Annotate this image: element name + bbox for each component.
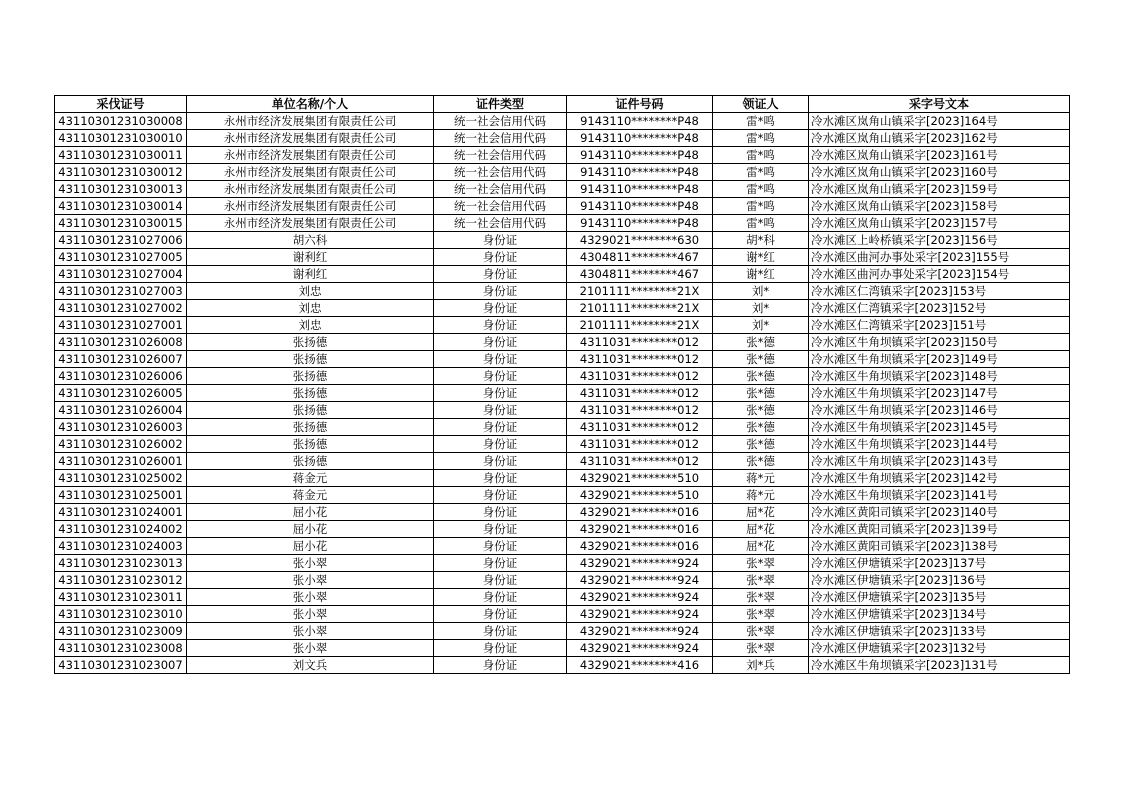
permit-no-cell: 43110301231024002 xyxy=(55,521,187,538)
id-number-cell: 4311031********012 xyxy=(567,453,713,470)
recipient-cell: 张*翠 xyxy=(713,640,809,657)
permit-text-cell: 冷水滩区伊塘镇采字[2023]135号 xyxy=(809,589,1070,606)
id-type-cell: 统一社会信用代码 xyxy=(434,215,567,232)
id-type-cell: 身份证 xyxy=(434,334,567,351)
id-type-cell: 身份证 xyxy=(434,368,567,385)
permit-no-cell: 43110301231024003 xyxy=(55,538,187,555)
permit-no-cell: 43110301231030013 xyxy=(55,181,187,198)
recipient-cell: 刘* xyxy=(713,317,809,334)
permit-no-cell: 43110301231030015 xyxy=(55,215,187,232)
unit-name-cell: 张小翠 xyxy=(187,606,434,623)
unit-name-cell: 胡六科 xyxy=(187,232,434,249)
recipient-cell: 张*德 xyxy=(713,453,809,470)
unit-name-cell: 张小翠 xyxy=(187,589,434,606)
id-number-cell: 4311031********012 xyxy=(567,334,713,351)
recipient-cell: 雷*鸣 xyxy=(713,113,809,130)
permit-text-cell: 冷水滩区黄阳司镇采字[2023]140号 xyxy=(809,504,1070,521)
recipient-cell: 屈*花 xyxy=(713,521,809,538)
table-row xyxy=(55,385,1070,402)
id-number-cell: 4329021********510 xyxy=(567,470,713,487)
id-number-cell: 9143110********P48 xyxy=(567,164,713,181)
header-permit-text: 采字号文本 xyxy=(809,96,1070,113)
permit-no-cell: 43110301231027005 xyxy=(55,249,187,266)
unit-name-cell: 张扬德 xyxy=(187,351,434,368)
permit-no-cell: 43110301231026003 xyxy=(55,419,187,436)
permit-text-cell: 冷水滩区岚角山镇采字[2023]160号 xyxy=(809,164,1070,181)
id-number-cell: 2101111********21X xyxy=(567,317,713,334)
id-type-cell: 身份证 xyxy=(434,232,567,249)
table-row xyxy=(55,300,1070,317)
recipient-cell: 胡*科 xyxy=(713,232,809,249)
permit-text-cell: 冷水滩区黄阳司镇采字[2023]138号 xyxy=(809,538,1070,555)
permit-text-cell: 冷水滩区伊塘镇采字[2023]132号 xyxy=(809,640,1070,657)
id-number-cell: 4329021********924 xyxy=(567,606,713,623)
unit-name-cell: 张扬德 xyxy=(187,368,434,385)
id-number-cell: 4329021********924 xyxy=(567,555,713,572)
permit-text-cell: 冷水滩区牛角坝镇采字[2023]143号 xyxy=(809,453,1070,470)
permit-no-cell: 43110301231030010 xyxy=(55,130,187,147)
table-row xyxy=(55,538,1070,555)
table-header-row xyxy=(55,96,1070,113)
recipient-cell: 张*德 xyxy=(713,385,809,402)
id-type-cell: 身份证 xyxy=(434,266,567,283)
id-type-cell: 身份证 xyxy=(434,521,567,538)
id-number-cell: 4304811********467 xyxy=(567,266,713,283)
table-row xyxy=(55,334,1070,351)
recipient-cell: 张*德 xyxy=(713,436,809,453)
permit-text-cell: 冷水滩区牛角坝镇采字[2023]142号 xyxy=(809,470,1070,487)
id-number-cell: 4329021********510 xyxy=(567,487,713,504)
table-row xyxy=(55,470,1070,487)
unit-name-cell: 张扬德 xyxy=(187,385,434,402)
permit-no-cell: 43110301231027001 xyxy=(55,317,187,334)
unit-name-cell: 张扬德 xyxy=(187,402,434,419)
permit-text-cell: 冷水滩区黄阳司镇采字[2023]139号 xyxy=(809,521,1070,538)
recipient-cell: 谢*红 xyxy=(713,266,809,283)
id-number-cell: 4311031********012 xyxy=(567,402,713,419)
unit-name-cell: 永州市经济发展集团有限责任公司 xyxy=(187,130,434,147)
table-row xyxy=(55,351,1070,368)
permit-no-cell: 43110301231023009 xyxy=(55,623,187,640)
id-type-cell: 身份证 xyxy=(434,572,567,589)
id-number-cell: 4329021********016 xyxy=(567,521,713,538)
recipient-cell: 雷*鸣 xyxy=(713,198,809,215)
unit-name-cell: 蒋金元 xyxy=(187,487,434,504)
id-number-cell: 4304811********467 xyxy=(567,249,713,266)
id-number-cell: 9143110********P48 xyxy=(567,181,713,198)
id-type-cell: 身份证 xyxy=(434,419,567,436)
permit-no-cell: 43110301231030014 xyxy=(55,198,187,215)
id-type-cell: 身份证 xyxy=(434,283,567,300)
id-number-cell: 4329021********016 xyxy=(567,538,713,555)
id-type-cell: 统一社会信用代码 xyxy=(434,181,567,198)
permit-table-container xyxy=(54,95,1070,674)
permit-no-cell: 43110301231030008 xyxy=(55,113,187,130)
unit-name-cell: 张小翠 xyxy=(187,572,434,589)
unit-name-cell: 谢利红 xyxy=(187,249,434,266)
table-row xyxy=(55,266,1070,283)
unit-name-cell: 永州市经济发展集团有限责任公司 xyxy=(187,113,434,130)
recipient-cell: 张*翠 xyxy=(713,623,809,640)
unit-name-cell: 永州市经济发展集团有限责任公司 xyxy=(187,215,434,232)
id-number-cell: 4311031********012 xyxy=(567,419,713,436)
id-number-cell: 4311031********012 xyxy=(567,368,713,385)
recipient-cell: 雷*鸣 xyxy=(713,215,809,232)
permit-text-cell: 冷水滩区牛角坝镇采字[2023]141号 xyxy=(809,487,1070,504)
table-row xyxy=(55,419,1070,436)
header-permit-no: 采伐证号 xyxy=(55,96,187,113)
id-type-cell: 身份证 xyxy=(434,538,567,555)
permit-no-cell: 43110301231023008 xyxy=(55,640,187,657)
permit-text-cell: 冷水滩区伊塘镇采字[2023]136号 xyxy=(809,572,1070,589)
unit-name-cell: 永州市经济发展集团有限责任公司 xyxy=(187,164,434,181)
id-number-cell: 9143110********P48 xyxy=(567,113,713,130)
permit-no-cell: 43110301231026002 xyxy=(55,436,187,453)
id-type-cell: 身份证 xyxy=(434,589,567,606)
unit-name-cell: 刘文兵 xyxy=(187,657,434,674)
permit-text-cell: 冷水滩区牛角坝镇采字[2023]144号 xyxy=(809,436,1070,453)
recipient-cell: 张*翠 xyxy=(713,555,809,572)
recipient-cell: 张*德 xyxy=(713,368,809,385)
table-row xyxy=(55,368,1070,385)
unit-name-cell: 刘忠 xyxy=(187,283,434,300)
unit-name-cell: 张小翠 xyxy=(187,640,434,657)
permit-text-cell: 冷水滩区牛角坝镇采字[2023]145号 xyxy=(809,419,1070,436)
permit-no-cell: 43110301231027002 xyxy=(55,300,187,317)
id-type-cell: 身份证 xyxy=(434,249,567,266)
recipient-cell: 刘* xyxy=(713,283,809,300)
id-type-cell: 统一社会信用代码 xyxy=(434,198,567,215)
unit-name-cell: 张小翠 xyxy=(187,623,434,640)
id-number-cell: 2101111********21X xyxy=(567,283,713,300)
id-type-cell: 身份证 xyxy=(434,351,567,368)
permit-no-cell: 43110301231023007 xyxy=(55,657,187,674)
id-type-cell: 身份证 xyxy=(434,470,567,487)
recipient-cell: 雷*鸣 xyxy=(713,130,809,147)
table-row xyxy=(55,589,1070,606)
table-row xyxy=(55,232,1070,249)
unit-name-cell: 刘忠 xyxy=(187,300,434,317)
permit-no-cell: 43110301231023012 xyxy=(55,572,187,589)
permit-text-cell: 冷水滩区牛角坝镇采字[2023]149号 xyxy=(809,351,1070,368)
id-type-cell: 统一社会信用代码 xyxy=(434,147,567,164)
unit-name-cell: 张扬德 xyxy=(187,436,434,453)
id-number-cell: 4329021********016 xyxy=(567,504,713,521)
permit-table xyxy=(54,95,1070,674)
unit-name-cell: 蒋金元 xyxy=(187,470,434,487)
id-type-cell: 身份证 xyxy=(434,555,567,572)
unit-name-cell: 屈小花 xyxy=(187,521,434,538)
unit-name-cell: 张扬德 xyxy=(187,453,434,470)
permit-no-cell: 43110301231026001 xyxy=(55,453,187,470)
table-row xyxy=(55,198,1070,215)
permit-no-cell: 43110301231025001 xyxy=(55,487,187,504)
header-id-number: 证件号码 xyxy=(567,96,713,113)
id-type-cell: 身份证 xyxy=(434,402,567,419)
table-row xyxy=(55,130,1070,147)
permit-no-cell: 43110301231023013 xyxy=(55,555,187,572)
recipient-cell: 蒋*元 xyxy=(713,487,809,504)
permit-text-cell: 冷水滩区牛角坝镇采字[2023]147号 xyxy=(809,385,1070,402)
table-row xyxy=(55,402,1070,419)
permit-no-cell: 43110301231025002 xyxy=(55,470,187,487)
recipient-cell: 张*翠 xyxy=(713,606,809,623)
unit-name-cell: 刘忠 xyxy=(187,317,434,334)
permit-no-cell: 43110301231023010 xyxy=(55,606,187,623)
table-row xyxy=(55,487,1070,504)
recipient-cell: 谢*红 xyxy=(713,249,809,266)
table-row xyxy=(55,147,1070,164)
unit-name-cell: 张扬德 xyxy=(187,419,434,436)
id-number-cell: 4311031********012 xyxy=(567,436,713,453)
table-row xyxy=(55,249,1070,266)
table-row xyxy=(55,283,1070,300)
id-number-cell: 4311031********012 xyxy=(567,351,713,368)
permit-text-cell: 冷水滩区岚角山镇采字[2023]157号 xyxy=(809,215,1070,232)
id-type-cell: 身份证 xyxy=(434,623,567,640)
table-body xyxy=(55,113,1070,674)
recipient-cell: 蒋*元 xyxy=(713,470,809,487)
permit-no-cell: 43110301231030011 xyxy=(55,147,187,164)
table-row xyxy=(55,164,1070,181)
recipient-cell: 雷*鸣 xyxy=(713,147,809,164)
permit-text-cell: 冷水滩区伊塘镇采字[2023]134号 xyxy=(809,606,1070,623)
permit-text-cell: 冷水滩区上岭桥镇采字[2023]156号 xyxy=(809,232,1070,249)
table-row xyxy=(55,215,1070,232)
unit-name-cell: 永州市经济发展集团有限责任公司 xyxy=(187,147,434,164)
table-row xyxy=(55,521,1070,538)
id-type-cell: 身份证 xyxy=(434,385,567,402)
table-row xyxy=(55,572,1070,589)
recipient-cell: 张*德 xyxy=(713,334,809,351)
id-type-cell: 身份证 xyxy=(434,657,567,674)
unit-name-cell: 屈小花 xyxy=(187,504,434,521)
id-number-cell: 4329021********924 xyxy=(567,589,713,606)
table-row xyxy=(55,504,1070,521)
id-number-cell: 4329021********630 xyxy=(567,232,713,249)
permit-text-cell: 冷水滩区牛角坝镇采字[2023]148号 xyxy=(809,368,1070,385)
recipient-cell: 刘*兵 xyxy=(713,657,809,674)
unit-name-cell: 永州市经济发展集团有限责任公司 xyxy=(187,181,434,198)
id-number-cell: 4311031********012 xyxy=(567,385,713,402)
id-type-cell: 统一社会信用代码 xyxy=(434,113,567,130)
permit-text-cell: 冷水滩区岚角山镇采字[2023]164号 xyxy=(809,113,1070,130)
header-unit-name: 单位名称/个人 xyxy=(187,96,434,113)
header-id-type: 证件类型 xyxy=(434,96,567,113)
id-number-cell: 4329021********416 xyxy=(567,657,713,674)
permit-no-cell: 43110301231027006 xyxy=(55,232,187,249)
table-row xyxy=(55,113,1070,130)
recipient-cell: 张*德 xyxy=(713,419,809,436)
id-number-cell: 2101111********21X xyxy=(567,300,713,317)
permit-no-cell: 43110301231030012 xyxy=(55,164,187,181)
recipient-cell: 屈*花 xyxy=(713,538,809,555)
permit-text-cell: 冷水滩区岚角山镇采字[2023]159号 xyxy=(809,181,1070,198)
id-type-cell: 身份证 xyxy=(434,606,567,623)
table-row xyxy=(55,436,1070,453)
id-number-cell: 9143110********P48 xyxy=(567,198,713,215)
permit-no-cell: 43110301231024001 xyxy=(55,504,187,521)
table-row xyxy=(55,623,1070,640)
table-row xyxy=(55,555,1070,572)
recipient-cell: 张*翠 xyxy=(713,572,809,589)
table-row xyxy=(55,606,1070,623)
permit-text-cell: 冷水滩区岚角山镇采字[2023]158号 xyxy=(809,198,1070,215)
id-number-cell: 9143110********P48 xyxy=(567,215,713,232)
permit-text-cell: 冷水滩区伊塘镇采字[2023]137号 xyxy=(809,555,1070,572)
id-type-cell: 统一社会信用代码 xyxy=(434,130,567,147)
permit-text-cell: 冷水滩区仁湾镇采字[2023]151号 xyxy=(809,317,1070,334)
permit-text-cell: 冷水滩区牛角坝镇采字[2023]150号 xyxy=(809,334,1070,351)
id-type-cell: 身份证 xyxy=(434,300,567,317)
permit-no-cell: 43110301231023011 xyxy=(55,589,187,606)
id-type-cell: 身份证 xyxy=(434,487,567,504)
id-type-cell: 身份证 xyxy=(434,640,567,657)
header-recipient: 领证人 xyxy=(713,96,809,113)
table-row xyxy=(55,453,1070,470)
table-row xyxy=(55,657,1070,674)
id-type-cell: 身份证 xyxy=(434,317,567,334)
permit-no-cell: 43110301231026004 xyxy=(55,402,187,419)
unit-name-cell: 张小翠 xyxy=(187,555,434,572)
permit-no-cell: 43110301231026005 xyxy=(55,385,187,402)
recipient-cell: 雷*鸣 xyxy=(713,164,809,181)
permit-text-cell: 冷水滩区伊塘镇采字[2023]133号 xyxy=(809,623,1070,640)
permit-text-cell: 冷水滩区岚角山镇采字[2023]161号 xyxy=(809,147,1070,164)
id-number-cell: 9143110********P48 xyxy=(567,130,713,147)
unit-name-cell: 屈小花 xyxy=(187,538,434,555)
table-row xyxy=(55,640,1070,657)
id-number-cell: 4329021********924 xyxy=(567,640,713,657)
permit-text-cell: 冷水滩区曲河办事处采字[2023]154号 xyxy=(809,266,1070,283)
recipient-cell: 张*德 xyxy=(713,402,809,419)
permit-no-cell: 43110301231027003 xyxy=(55,283,187,300)
unit-name-cell: 谢利红 xyxy=(187,266,434,283)
permit-no-cell: 43110301231026007 xyxy=(55,351,187,368)
permit-text-cell: 冷水滩区牛角坝镇采字[2023]146号 xyxy=(809,402,1070,419)
permit-no-cell: 43110301231026008 xyxy=(55,334,187,351)
permit-text-cell: 冷水滩区岚角山镇采字[2023]162号 xyxy=(809,130,1070,147)
unit-name-cell: 张扬德 xyxy=(187,334,434,351)
permit-no-cell: 43110301231026006 xyxy=(55,368,187,385)
id-type-cell: 身份证 xyxy=(434,504,567,521)
permit-no-cell: 43110301231027004 xyxy=(55,266,187,283)
permit-text-cell: 冷水滩区曲河办事处采字[2023]155号 xyxy=(809,249,1070,266)
id-type-cell: 身份证 xyxy=(434,453,567,470)
id-type-cell: 身份证 xyxy=(434,436,567,453)
permit-text-cell: 冷水滩区仁湾镇采字[2023]152号 xyxy=(809,300,1070,317)
table-row xyxy=(55,317,1070,334)
table-row xyxy=(55,181,1070,198)
recipient-cell: 张*德 xyxy=(713,351,809,368)
id-number-cell: 4329021********924 xyxy=(567,572,713,589)
recipient-cell: 张*翠 xyxy=(713,589,809,606)
permit-text-cell: 冷水滩区牛角坝镇采字[2023]131号 xyxy=(809,657,1070,674)
recipient-cell: 刘* xyxy=(713,300,809,317)
id-type-cell: 统一社会信用代码 xyxy=(434,164,567,181)
recipient-cell: 屈*花 xyxy=(713,504,809,521)
permit-text-cell: 冷水滩区仁湾镇采字[2023]153号 xyxy=(809,283,1070,300)
id-number-cell: 9143110********P48 xyxy=(567,147,713,164)
id-number-cell: 4329021********924 xyxy=(567,623,713,640)
recipient-cell: 雷*鸣 xyxy=(713,181,809,198)
unit-name-cell: 永州市经济发展集团有限责任公司 xyxy=(187,198,434,215)
